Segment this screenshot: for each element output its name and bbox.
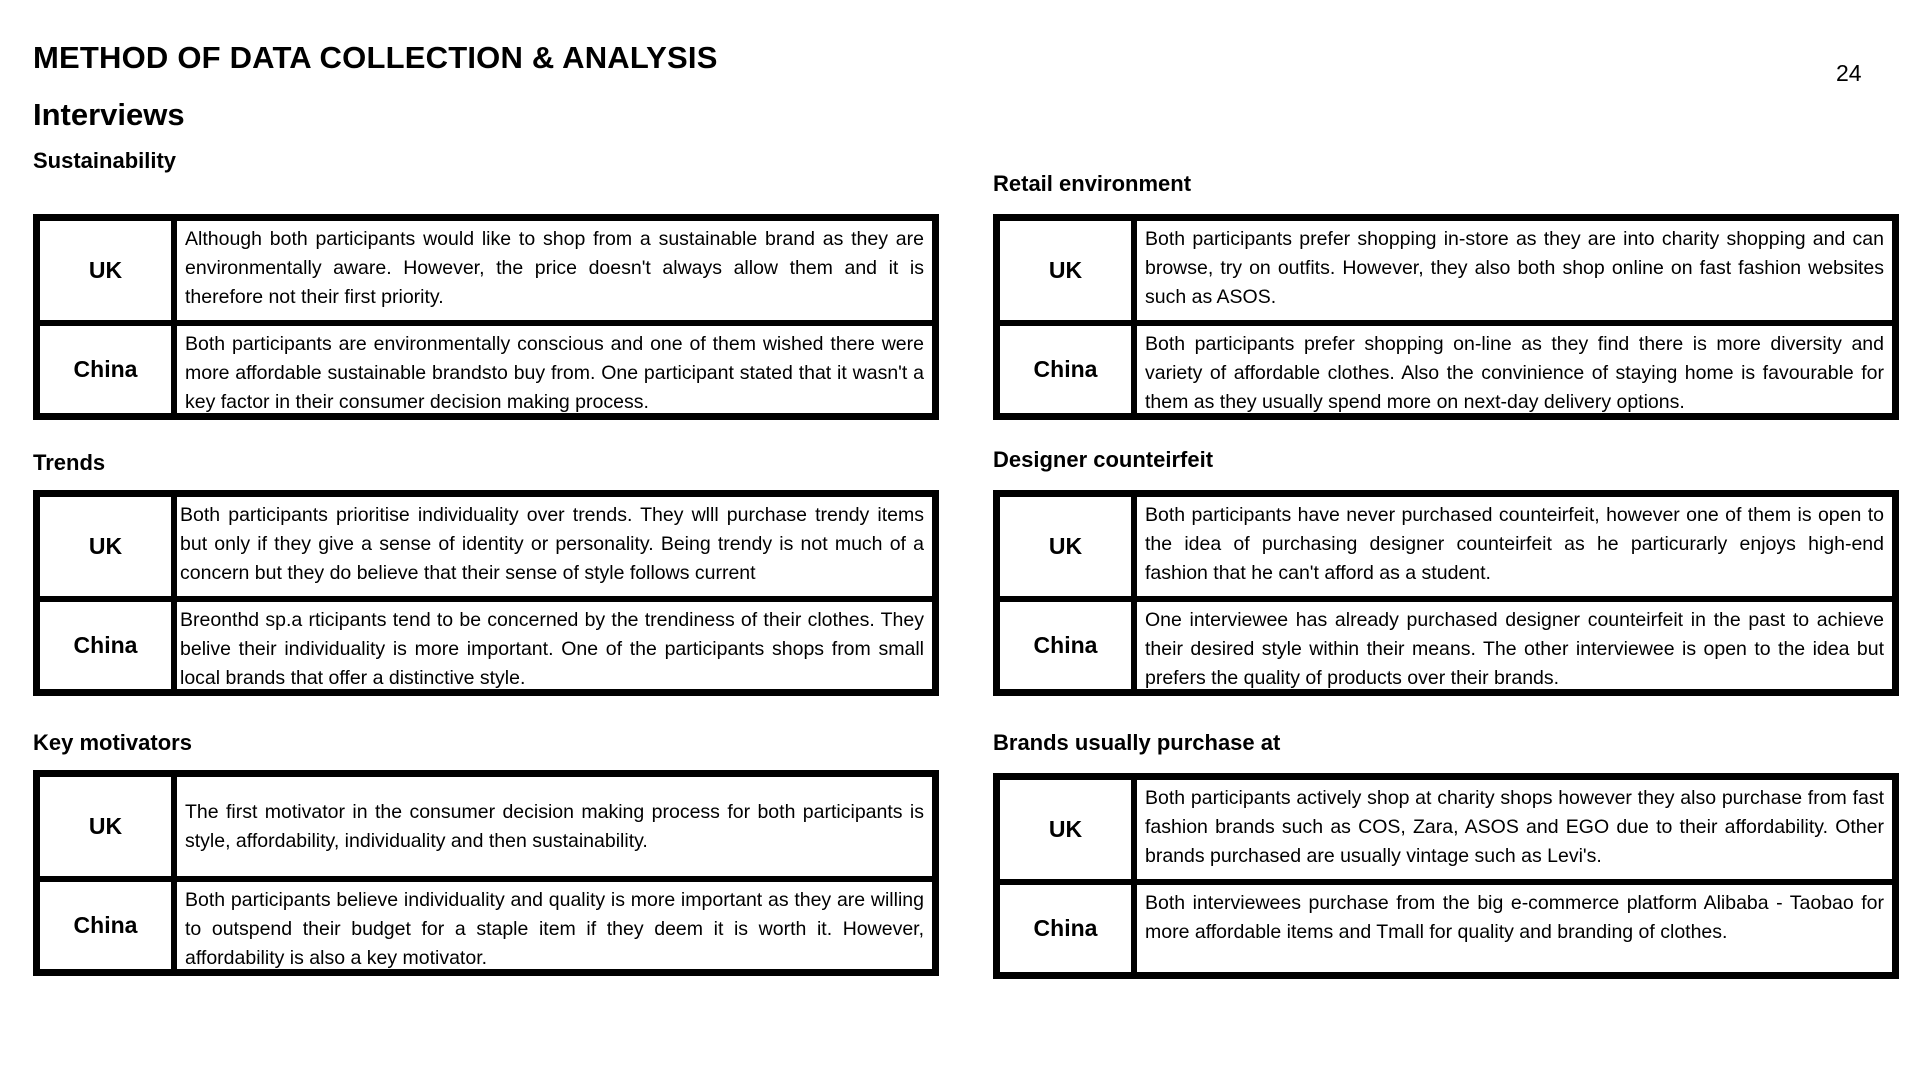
table-row-china bbox=[1000, 320, 1892, 413]
section-heading-brands: Brands usually purchase at bbox=[993, 730, 1281, 755]
country-label-uk: UK bbox=[40, 221, 177, 320]
table-row-uk bbox=[1000, 497, 1892, 596]
table-row-uk bbox=[1000, 221, 1892, 320]
country-label-china: China bbox=[1000, 602, 1137, 689]
country-label-china: China bbox=[40, 602, 177, 689]
country-label-uk: UK bbox=[1000, 780, 1137, 879]
table-row-uk bbox=[40, 221, 932, 320]
page-title: METHOD OF DATA COLLECTION & ANALYSIS bbox=[33, 40, 718, 75]
table-designer-counterfeit bbox=[993, 490, 1899, 696]
description-china: Both participants are environmentally conscious and one of them wished there were more affordable sustainable brandsto buy from. One participant stated that it wasn't a key factor in their consumer decision making process. bbox=[185, 333, 924, 413]
table-row-china bbox=[40, 320, 932, 413]
country-label-uk: UK bbox=[40, 777, 177, 876]
page-subtitle: Interviews bbox=[33, 97, 185, 132]
table-row-uk bbox=[40, 777, 932, 876]
table-row-china bbox=[1000, 879, 1892, 972]
table-brands bbox=[993, 773, 1899, 979]
description-china: One interviewee has already purchased designer counteirfeit in the past to achieve their desired style within their means. The other interviewee is open to the idea but prefers the quality of products over their brands. bbox=[1145, 609, 1884, 689]
country-label-uk: UK bbox=[1000, 221, 1137, 320]
table-row-china bbox=[1000, 596, 1892, 689]
country-label-china: China bbox=[1000, 885, 1137, 972]
table-key-motivators bbox=[33, 770, 939, 976]
table-trends bbox=[33, 490, 939, 696]
country-label-uk: UK bbox=[40, 497, 177, 596]
table-row-uk bbox=[1000, 780, 1892, 879]
description-china: Both participants prefer shopping on-line as they find there is more diversity and variety of affordable clothes. Also the convinience of staying home is favourable for them as they usually spend more on next-day delivery options. bbox=[1145, 333, 1884, 413]
description-uk: Both participants have never purchased counteirfeit, however one of them is open to the idea of purchasing designer counteirfeit as he particurarly enjoys high-end fashion that he can't afford as a student. bbox=[1145, 504, 1884, 584]
description-china: Both interviewees purchase from the big e-commerce platform Alibaba - Taobao for more affordable items and Tmall for quality and branding of clothes. bbox=[1145, 892, 1884, 943]
section-heading-key-motivators: Key motivators bbox=[33, 730, 192, 755]
description-china: Breonthd sp.a rticipants tend to be concerned by the trendiness of their clothes. They belive their individuality is more important. One of the participants shops from small local brands that offer a distinctive style. bbox=[180, 609, 924, 689]
country-label-china: China bbox=[1000, 326, 1137, 413]
table-row-china bbox=[40, 596, 932, 689]
table-row-china bbox=[40, 876, 932, 969]
table-row-uk bbox=[40, 497, 932, 596]
section-heading-retail-environment: Retail environment bbox=[993, 171, 1192, 196]
country-label-uk: UK bbox=[1000, 497, 1137, 596]
section-heading-designer-counterfeit: Designer counteirfeit bbox=[993, 447, 1214, 472]
country-label-china: China bbox=[40, 882, 177, 969]
table-sustainability bbox=[33, 214, 939, 420]
section-heading-trends: Trends bbox=[33, 450, 106, 475]
description-uk: The first motivator in the consumer decision making process for both participants is style, affordability, individuality and then sustainability. bbox=[185, 800, 924, 852]
description-uk: Both participants actively shop at charity shops however they also purchase from fast fashion brands such as COS, Zara, ASOS and EGO due to their affordability. Other brands purchased are usually vintage such as Levi's. bbox=[1145, 787, 1884, 867]
section-heading-sustainability: Sustainability bbox=[33, 148, 177, 173]
description-uk: Although both participants would like to shop from a sustainable brand as they are environmentally aware. However, the price doesn't always allow them and it is therefore not their first priority. bbox=[185, 228, 924, 308]
description-china: Both participants believe individuality and quality is more important as they are willing to outspend their budget for a staple item if they deem it is worth it. However, affordability is also a key motivator. bbox=[185, 889, 924, 969]
country-label-china: China bbox=[40, 326, 177, 413]
table-retail-environment bbox=[993, 214, 1899, 420]
page-number: 24 bbox=[1836, 60, 1862, 86]
description-uk: Both participants prioritise individuality over trends. They wlll purchase trendy items but only if they give a sense of identity or personality. Being trendy is not much of a concern but they do believe that their sense of style follows current bbox=[180, 504, 924, 584]
description-uk: Both participants prefer shopping in-store as they are into charity shopping and can browse, try on outfits. However, they also both shop online on fast fashion websites such as ASOS. bbox=[1145, 228, 1884, 308]
